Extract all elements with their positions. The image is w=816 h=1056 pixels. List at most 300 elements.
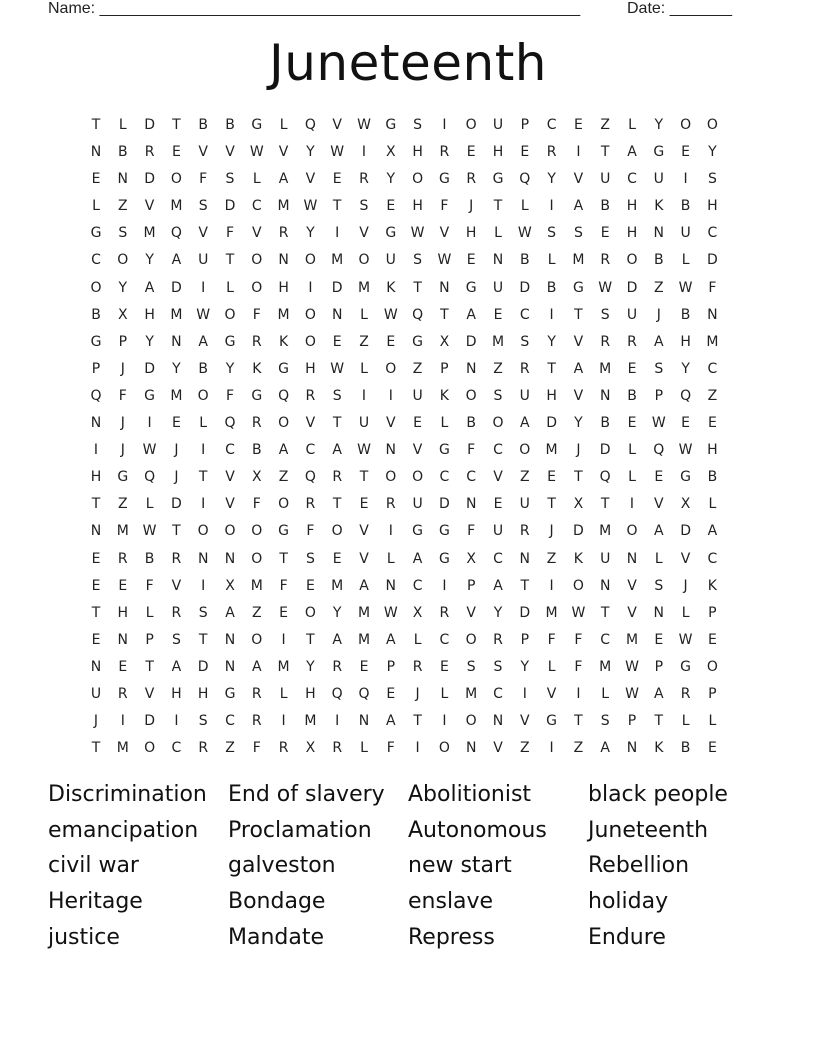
grid-letter[interactable]: S: [707, 171, 717, 188]
grid-letter[interactable]: R: [332, 469, 343, 486]
grid-letter[interactable]: Y: [172, 360, 181, 377]
grid-letter[interactable]: G: [653, 144, 665, 161]
grid-letter[interactable]: N: [278, 252, 289, 269]
grid-letter[interactable]: N: [331, 306, 343, 323]
grid-letter[interactable]: V: [573, 333, 584, 350]
grid-letter[interactable]: E: [332, 550, 342, 567]
grid-letter[interactable]: V: [359, 523, 369, 540]
grid-letter[interactable]: Y: [118, 279, 128, 296]
grid-letter[interactable]: L: [252, 171, 261, 188]
grid-letter[interactable]: I: [93, 442, 99, 459]
grid-letter[interactable]: S: [198, 713, 208, 730]
grid-letter[interactable]: C: [493, 685, 503, 702]
grid-letter[interactable]: M: [357, 631, 371, 648]
grid-letter[interactable]: L: [494, 225, 502, 242]
grid-letter[interactable]: Y: [681, 360, 690, 377]
grid-letter[interactable]: R: [359, 171, 369, 188]
grid-letter[interactable]: F: [252, 306, 261, 323]
grid-letter[interactable]: G: [144, 387, 156, 404]
grid-letter[interactable]: Q: [304, 469, 316, 486]
grid-letter[interactable]: I: [174, 713, 179, 730]
grid-letter[interactable]: U: [680, 225, 691, 242]
grid-letter[interactable]: A: [225, 604, 235, 621]
grid-letter[interactable]: Q: [278, 387, 290, 404]
grid-letter[interactable]: R: [519, 523, 530, 540]
grid-letter[interactable]: S: [600, 713, 610, 730]
grid-letter[interactable]: R: [627, 333, 637, 350]
grid-letter[interactable]: T: [547, 360, 556, 377]
grid-letter[interactable]: M: [706, 333, 719, 350]
grid-letter[interactable]: I: [201, 496, 206, 513]
grid-letter[interactable]: H: [117, 604, 129, 621]
grid-letter[interactable]: T: [91, 496, 101, 513]
grid-letter[interactable]: W: [383, 604, 398, 621]
grid-letter[interactable]: B: [466, 415, 476, 432]
grid-letter[interactable]: C: [439, 631, 450, 648]
grid-letter[interactable]: I: [442, 117, 447, 133]
grid-letter[interactable]: N: [90, 523, 102, 540]
grid-letter[interactable]: M: [277, 658, 290, 675]
grid-letter[interactable]: O: [465, 117, 477, 133]
grid-letter[interactable]: O: [465, 387, 477, 404]
grid-letter[interactable]: R: [251, 685, 262, 702]
grid-letter[interactable]: B: [251, 442, 262, 459]
grid-letter[interactable]: N: [492, 713, 504, 730]
grid-letter[interactable]: Y: [306, 144, 315, 161]
grid-letter[interactable]: W: [678, 631, 693, 648]
grid-letter[interactable]: E: [654, 631, 664, 648]
grid-letter[interactable]: P: [654, 658, 664, 675]
grid-letter[interactable]: C: [493, 442, 503, 459]
grid-letter[interactable]: G: [224, 685, 236, 702]
grid-letter[interactable]: T: [574, 469, 583, 486]
grid-letter[interactable]: N: [599, 577, 611, 594]
grid-letter[interactable]: F: [199, 171, 208, 188]
grid-letter[interactable]: M: [250, 577, 263, 594]
grid-letter[interactable]: M: [572, 252, 585, 269]
grid-letter[interactable]: N: [626, 550, 638, 567]
grid-letter[interactable]: R: [412, 658, 423, 675]
grid-letter[interactable]: P: [386, 658, 396, 675]
grid-letter[interactable]: O: [170, 171, 182, 188]
grid-letter[interactable]: O: [251, 279, 263, 296]
grid-letter[interactable]: W: [357, 117, 371, 133]
date-field[interactable]: Date: _______: [627, 0, 732, 17]
grid-letter[interactable]: L: [547, 252, 556, 269]
grid-letter[interactable]: J: [549, 523, 554, 540]
grid-letter[interactable]: R: [117, 685, 128, 702]
grid-letter[interactable]: A: [171, 658, 182, 675]
grid-letter[interactable]: G: [385, 225, 397, 242]
grid-letter[interactable]: O: [251, 631, 263, 648]
grid-letter[interactable]: M: [277, 306, 290, 323]
grid-letter[interactable]: R: [278, 740, 289, 757]
grid-letter[interactable]: O: [251, 523, 263, 540]
grid-letter[interactable]: C: [627, 171, 637, 188]
grid-letter[interactable]: M: [357, 604, 371, 621]
grid-letter[interactable]: A: [600, 740, 610, 757]
grid-letter[interactable]: T: [359, 469, 369, 486]
grid-letter[interactable]: D: [519, 279, 531, 296]
grid-letter[interactable]: B: [198, 360, 208, 377]
grid-letter[interactable]: Z: [600, 117, 610, 133]
grid-letter[interactable]: A: [520, 415, 530, 432]
grid-letter[interactable]: B: [144, 550, 155, 567]
grid-letter[interactable]: B: [680, 740, 691, 757]
grid-letter[interactable]: V: [198, 144, 208, 161]
grid-letter[interactable]: F: [574, 658, 583, 675]
grid-letter[interactable]: D: [144, 117, 155, 133]
grid-letter[interactable]: Z: [654, 279, 664, 296]
grid-letter[interactable]: N: [197, 550, 209, 567]
grid-letter[interactable]: V: [144, 198, 155, 215]
grid-letter[interactable]: T: [600, 496, 610, 513]
grid-letter[interactable]: Z: [359, 333, 369, 350]
grid-letter[interactable]: L: [628, 442, 636, 459]
grid-letter[interactable]: F: [225, 225, 235, 242]
grid-letter[interactable]: V: [466, 604, 476, 621]
grid-letter[interactable]: Q: [304, 117, 316, 133]
grid-letter[interactable]: N: [492, 252, 504, 269]
grid-letter[interactable]: T: [654, 713, 664, 730]
grid-letter[interactable]: Y: [225, 360, 235, 377]
grid-letter[interactable]: B: [546, 279, 557, 296]
grid-letter[interactable]: G: [251, 387, 263, 404]
grid-letter[interactable]: D: [573, 523, 584, 540]
grid-letter[interactable]: A: [171, 252, 182, 269]
grid-letter[interactable]: N: [707, 306, 718, 323]
grid-letter[interactable]: H: [680, 333, 691, 350]
grid-letter[interactable]: H: [305, 360, 316, 377]
grid-letter[interactable]: Y: [306, 658, 315, 675]
grid-letter[interactable]: R: [680, 685, 691, 702]
grid-letter[interactable]: N: [465, 496, 477, 513]
grid-letter[interactable]: M: [331, 252, 344, 269]
grid-letter[interactable]: B: [707, 469, 718, 486]
grid-letter[interactable]: V: [493, 469, 503, 486]
grid-letter[interactable]: F: [252, 496, 261, 513]
grid-letter[interactable]: U: [385, 252, 396, 269]
grid-letter[interactable]: E: [493, 496, 503, 513]
grid-letter[interactable]: O: [224, 306, 236, 323]
grid-letter[interactable]: T: [493, 198, 503, 215]
grid-letter[interactable]: E: [91, 577, 101, 594]
grid-letter[interactable]: U: [519, 387, 530, 404]
grid-letter[interactable]: O: [412, 469, 424, 486]
grid-letter[interactable]: G: [278, 360, 290, 377]
grid-letter[interactable]: R: [439, 144, 450, 161]
grid-letter[interactable]: P: [440, 360, 449, 377]
grid-letter[interactable]: F: [118, 387, 127, 404]
grid-letter[interactable]: S: [466, 658, 476, 675]
grid-letter[interactable]: C: [171, 740, 182, 757]
grid-letter[interactable]: H: [626, 198, 638, 215]
grid-letter[interactable]: U: [653, 171, 664, 188]
grid-letter[interactable]: T: [225, 252, 235, 269]
grid-letter[interactable]: Z: [118, 496, 128, 513]
grid-letter[interactable]: E: [493, 306, 503, 323]
grid-letter[interactable]: Y: [547, 333, 556, 350]
grid-letter[interactable]: X: [680, 496, 691, 513]
grid-letter[interactable]: R: [305, 496, 316, 513]
grid-letter[interactable]: L: [360, 306, 368, 323]
grid-letter[interactable]: H: [171, 685, 182, 702]
grid-letter[interactable]: T: [145, 658, 154, 675]
grid-letter[interactable]: J: [120, 442, 125, 459]
grid-letter[interactable]: O: [304, 604, 316, 621]
grid-letter[interactable]: A: [654, 685, 664, 702]
grid-letter[interactable]: D: [439, 496, 450, 513]
grid-letter[interactable]: T: [172, 523, 181, 540]
grid-letter[interactable]: H: [412, 198, 423, 215]
grid-letter[interactable]: A: [466, 306, 476, 323]
grid-letter[interactable]: O: [278, 496, 290, 513]
grid-letter[interactable]: S: [493, 658, 503, 675]
grid-letter[interactable]: J: [120, 360, 125, 377]
grid-letter[interactable]: A: [144, 279, 155, 296]
grid-letter[interactable]: I: [549, 577, 554, 594]
grid-letter[interactable]: L: [708, 496, 717, 513]
grid-letter[interactable]: E: [520, 144, 530, 161]
grid-letter[interactable]: H: [305, 685, 316, 702]
grid-letter[interactable]: F: [574, 631, 583, 648]
grid-letter[interactable]: A: [654, 333, 664, 350]
grid-letter[interactable]: E: [707, 740, 717, 757]
grid-letter[interactable]: D: [144, 713, 155, 730]
grid-letter[interactable]: E: [600, 225, 610, 242]
grid-letter[interactable]: N: [626, 740, 638, 757]
grid-letter[interactable]: L: [440, 685, 449, 702]
grid-letter[interactable]: L: [360, 360, 368, 377]
grid-letter[interactable]: G: [680, 658, 692, 675]
grid-letter[interactable]: I: [388, 387, 393, 404]
grid-letter[interactable]: T: [91, 740, 101, 757]
grid-letter[interactable]: R: [171, 550, 182, 567]
grid-letter[interactable]: E: [91, 631, 101, 648]
grid-letter[interactable]: J: [656, 306, 661, 323]
grid-letter[interactable]: S: [654, 577, 664, 594]
grid-letter[interactable]: K: [707, 577, 717, 594]
grid-letter[interactable]: I: [335, 225, 340, 242]
grid-letter[interactable]: M: [599, 523, 612, 540]
grid-letter[interactable]: E: [707, 415, 717, 432]
grid-letter[interactable]: Z: [546, 550, 557, 567]
grid-letter[interactable]: S: [171, 631, 181, 648]
grid-letter[interactable]: F: [145, 577, 154, 594]
grid-letter[interactable]: P: [708, 604, 717, 621]
grid-letter[interactable]: I: [549, 740, 554, 757]
grid-letter[interactable]: A: [573, 360, 584, 377]
grid-letter[interactable]: X: [225, 577, 235, 594]
grid-letter[interactable]: O: [224, 523, 236, 540]
grid-letter[interactable]: E: [279, 604, 289, 621]
grid-letter[interactable]: O: [572, 577, 584, 594]
grid-letter[interactable]: Q: [358, 685, 370, 702]
grid-letter[interactable]: C: [412, 577, 423, 594]
grid-letter[interactable]: T: [574, 713, 583, 730]
grid-letter[interactable]: E: [627, 360, 637, 377]
grid-letter[interactable]: E: [91, 550, 101, 567]
grid-letter[interactable]: T: [172, 117, 181, 133]
grid-letter[interactable]: E: [439, 658, 449, 675]
grid-letter[interactable]: R: [385, 496, 396, 513]
grid-letter[interactable]: I: [576, 144, 581, 161]
grid-letter[interactable]: E: [305, 577, 315, 594]
grid-letter[interactable]: K: [573, 550, 583, 567]
grid-letter[interactable]: E: [118, 577, 128, 594]
grid-letter[interactable]: O: [304, 333, 316, 350]
grid-letter[interactable]: F: [386, 740, 395, 757]
grid-letter[interactable]: S: [654, 360, 664, 377]
grid-letter[interactable]: O: [251, 550, 263, 567]
grid-letter[interactable]: U: [492, 117, 504, 133]
grid-letter[interactable]: L: [601, 685, 610, 702]
grid-letter[interactable]: I: [388, 523, 393, 540]
grid-letter[interactable]: O: [706, 117, 718, 133]
grid-letter[interactable]: B: [117, 144, 128, 161]
grid-letter[interactable]: P: [520, 117, 530, 133]
grid-letter[interactable]: D: [224, 198, 236, 215]
grid-letter[interactable]: F: [467, 523, 476, 540]
grid-letter[interactable]: V: [252, 225, 262, 242]
grid-letter[interactable]: P: [654, 387, 664, 404]
grid-letter[interactable]: M: [170, 198, 183, 215]
grid-letter[interactable]: N: [653, 604, 665, 621]
grid-letter[interactable]: A: [278, 442, 289, 459]
grid-letter[interactable]: R: [519, 360, 530, 377]
grid-letter[interactable]: N: [358, 713, 370, 730]
grid-letter[interactable]: I: [361, 144, 367, 161]
grid-letter[interactable]: R: [144, 144, 155, 161]
grid-letter[interactable]: S: [413, 252, 423, 269]
grid-letter[interactable]: Q: [170, 225, 182, 242]
grid-letter[interactable]: R: [600, 252, 611, 269]
grid-letter[interactable]: T: [279, 550, 288, 567]
grid-letter[interactable]: Z: [573, 740, 584, 757]
grid-letter[interactable]: O: [197, 523, 209, 540]
grid-letter[interactable]: M: [304, 713, 317, 730]
grid-letter[interactable]: R: [117, 550, 128, 567]
grid-letter[interactable]: V: [278, 144, 289, 161]
grid-letter[interactable]: J: [469, 198, 474, 215]
grid-letter[interactable]: X: [412, 604, 423, 621]
grid-letter[interactable]: Q: [680, 387, 692, 404]
grid-letter[interactable]: W: [571, 604, 586, 621]
grid-letter[interactable]: X: [386, 144, 396, 161]
grid-letter[interactable]: M: [599, 360, 612, 377]
grid-letter[interactable]: O: [680, 117, 692, 133]
grid-letter[interactable]: Y: [145, 333, 154, 350]
grid-letter[interactable]: S: [359, 198, 369, 215]
grid-letter[interactable]: C: [546, 117, 557, 133]
grid-letter[interactable]: V: [386, 415, 396, 432]
grid-letter[interactable]: T: [413, 279, 422, 296]
grid-letter[interactable]: V: [359, 550, 369, 567]
grid-letter[interactable]: D: [680, 523, 691, 540]
grid-letter[interactable]: U: [358, 415, 370, 432]
grid-letter[interactable]: W: [303, 198, 318, 215]
grid-letter[interactable]: M: [599, 658, 612, 675]
grid-letter[interactable]: U: [198, 252, 209, 269]
grid-letter[interactable]: O: [144, 740, 156, 757]
grid-letter[interactable]: L: [628, 117, 636, 133]
grid-letter[interactable]: I: [576, 685, 581, 702]
grid-letter[interactable]: I: [522, 685, 527, 702]
grid-letter[interactable]: R: [600, 333, 611, 350]
grid-letter[interactable]: L: [145, 496, 154, 513]
grid-letter[interactable]: E: [466, 252, 476, 269]
grid-letter[interactable]: G: [572, 279, 584, 296]
grid-letter[interactable]: R: [251, 333, 262, 350]
grid-letter[interactable]: F: [708, 279, 717, 296]
grid-letter[interactable]: I: [629, 496, 635, 513]
grid-letter[interactable]: E: [118, 658, 128, 675]
grid-letter[interactable]: S: [600, 306, 610, 323]
grid-letter[interactable]: O: [385, 469, 397, 486]
grid-letter[interactable]: X: [305, 740, 316, 757]
grid-letter[interactable]: F: [547, 631, 556, 648]
grid-letter[interactable]: G: [438, 523, 450, 540]
grid-letter[interactable]: U: [412, 387, 423, 404]
grid-letter[interactable]: H: [546, 387, 557, 404]
grid-letter[interactable]: E: [359, 496, 369, 513]
grid-letter[interactable]: A: [252, 658, 262, 675]
grid-letter[interactable]: E: [332, 333, 342, 350]
grid-letter[interactable]: X: [466, 550, 476, 567]
grid-letter[interactable]: P: [520, 631, 530, 648]
grid-letter[interactable]: O: [465, 713, 477, 730]
grid-letter[interactable]: V: [573, 171, 584, 188]
grid-letter[interactable]: A: [359, 577, 369, 594]
grid-letter[interactable]: T: [91, 604, 101, 621]
grid-letter[interactable]: Q: [519, 171, 531, 188]
grid-letter[interactable]: M: [170, 306, 183, 323]
grid-letter[interactable]: J: [576, 442, 581, 459]
grid-letter[interactable]: K: [654, 198, 664, 215]
grid-letter[interactable]: V: [225, 144, 235, 161]
grid-letter[interactable]: B: [600, 198, 610, 215]
grid-letter[interactable]: W: [196, 306, 211, 323]
grid-letter[interactable]: E: [91, 171, 101, 188]
grid-letter[interactable]: I: [281, 713, 286, 730]
grid-letter[interactable]: I: [201, 577, 206, 594]
grid-letter[interactable]: V: [144, 685, 155, 702]
grid-letter[interactable]: G: [224, 333, 236, 350]
grid-letter[interactable]: L: [628, 469, 636, 486]
grid-letter[interactable]: A: [627, 144, 637, 161]
grid-letter[interactable]: E: [466, 144, 476, 161]
grid-letter[interactable]: E: [627, 415, 637, 432]
grid-letter[interactable]: V: [305, 415, 316, 432]
grid-letter[interactable]: S: [332, 387, 342, 404]
grid-letter[interactable]: G: [90, 333, 102, 350]
grid-letter[interactable]: B: [680, 306, 691, 323]
grid-letter[interactable]: A: [386, 713, 396, 730]
grid-letter[interactable]: Y: [547, 171, 556, 188]
grid-letter[interactable]: V: [359, 225, 369, 242]
grid-letter[interactable]: F: [306, 523, 315, 540]
grid-letter[interactable]: C: [439, 469, 450, 486]
grid-letter[interactable]: W: [357, 442, 371, 459]
grid-letter[interactable]: M: [357, 279, 371, 296]
grid-letter[interactable]: I: [442, 713, 447, 730]
grid-letter[interactable]: D: [707, 252, 718, 269]
grid-letter[interactable]: G: [90, 225, 102, 242]
grid-letter[interactable]: G: [492, 171, 504, 188]
grid-letter[interactable]: W: [517, 225, 532, 242]
grid-letter[interactable]: G: [680, 469, 692, 486]
grid-letter[interactable]: N: [90, 144, 102, 161]
